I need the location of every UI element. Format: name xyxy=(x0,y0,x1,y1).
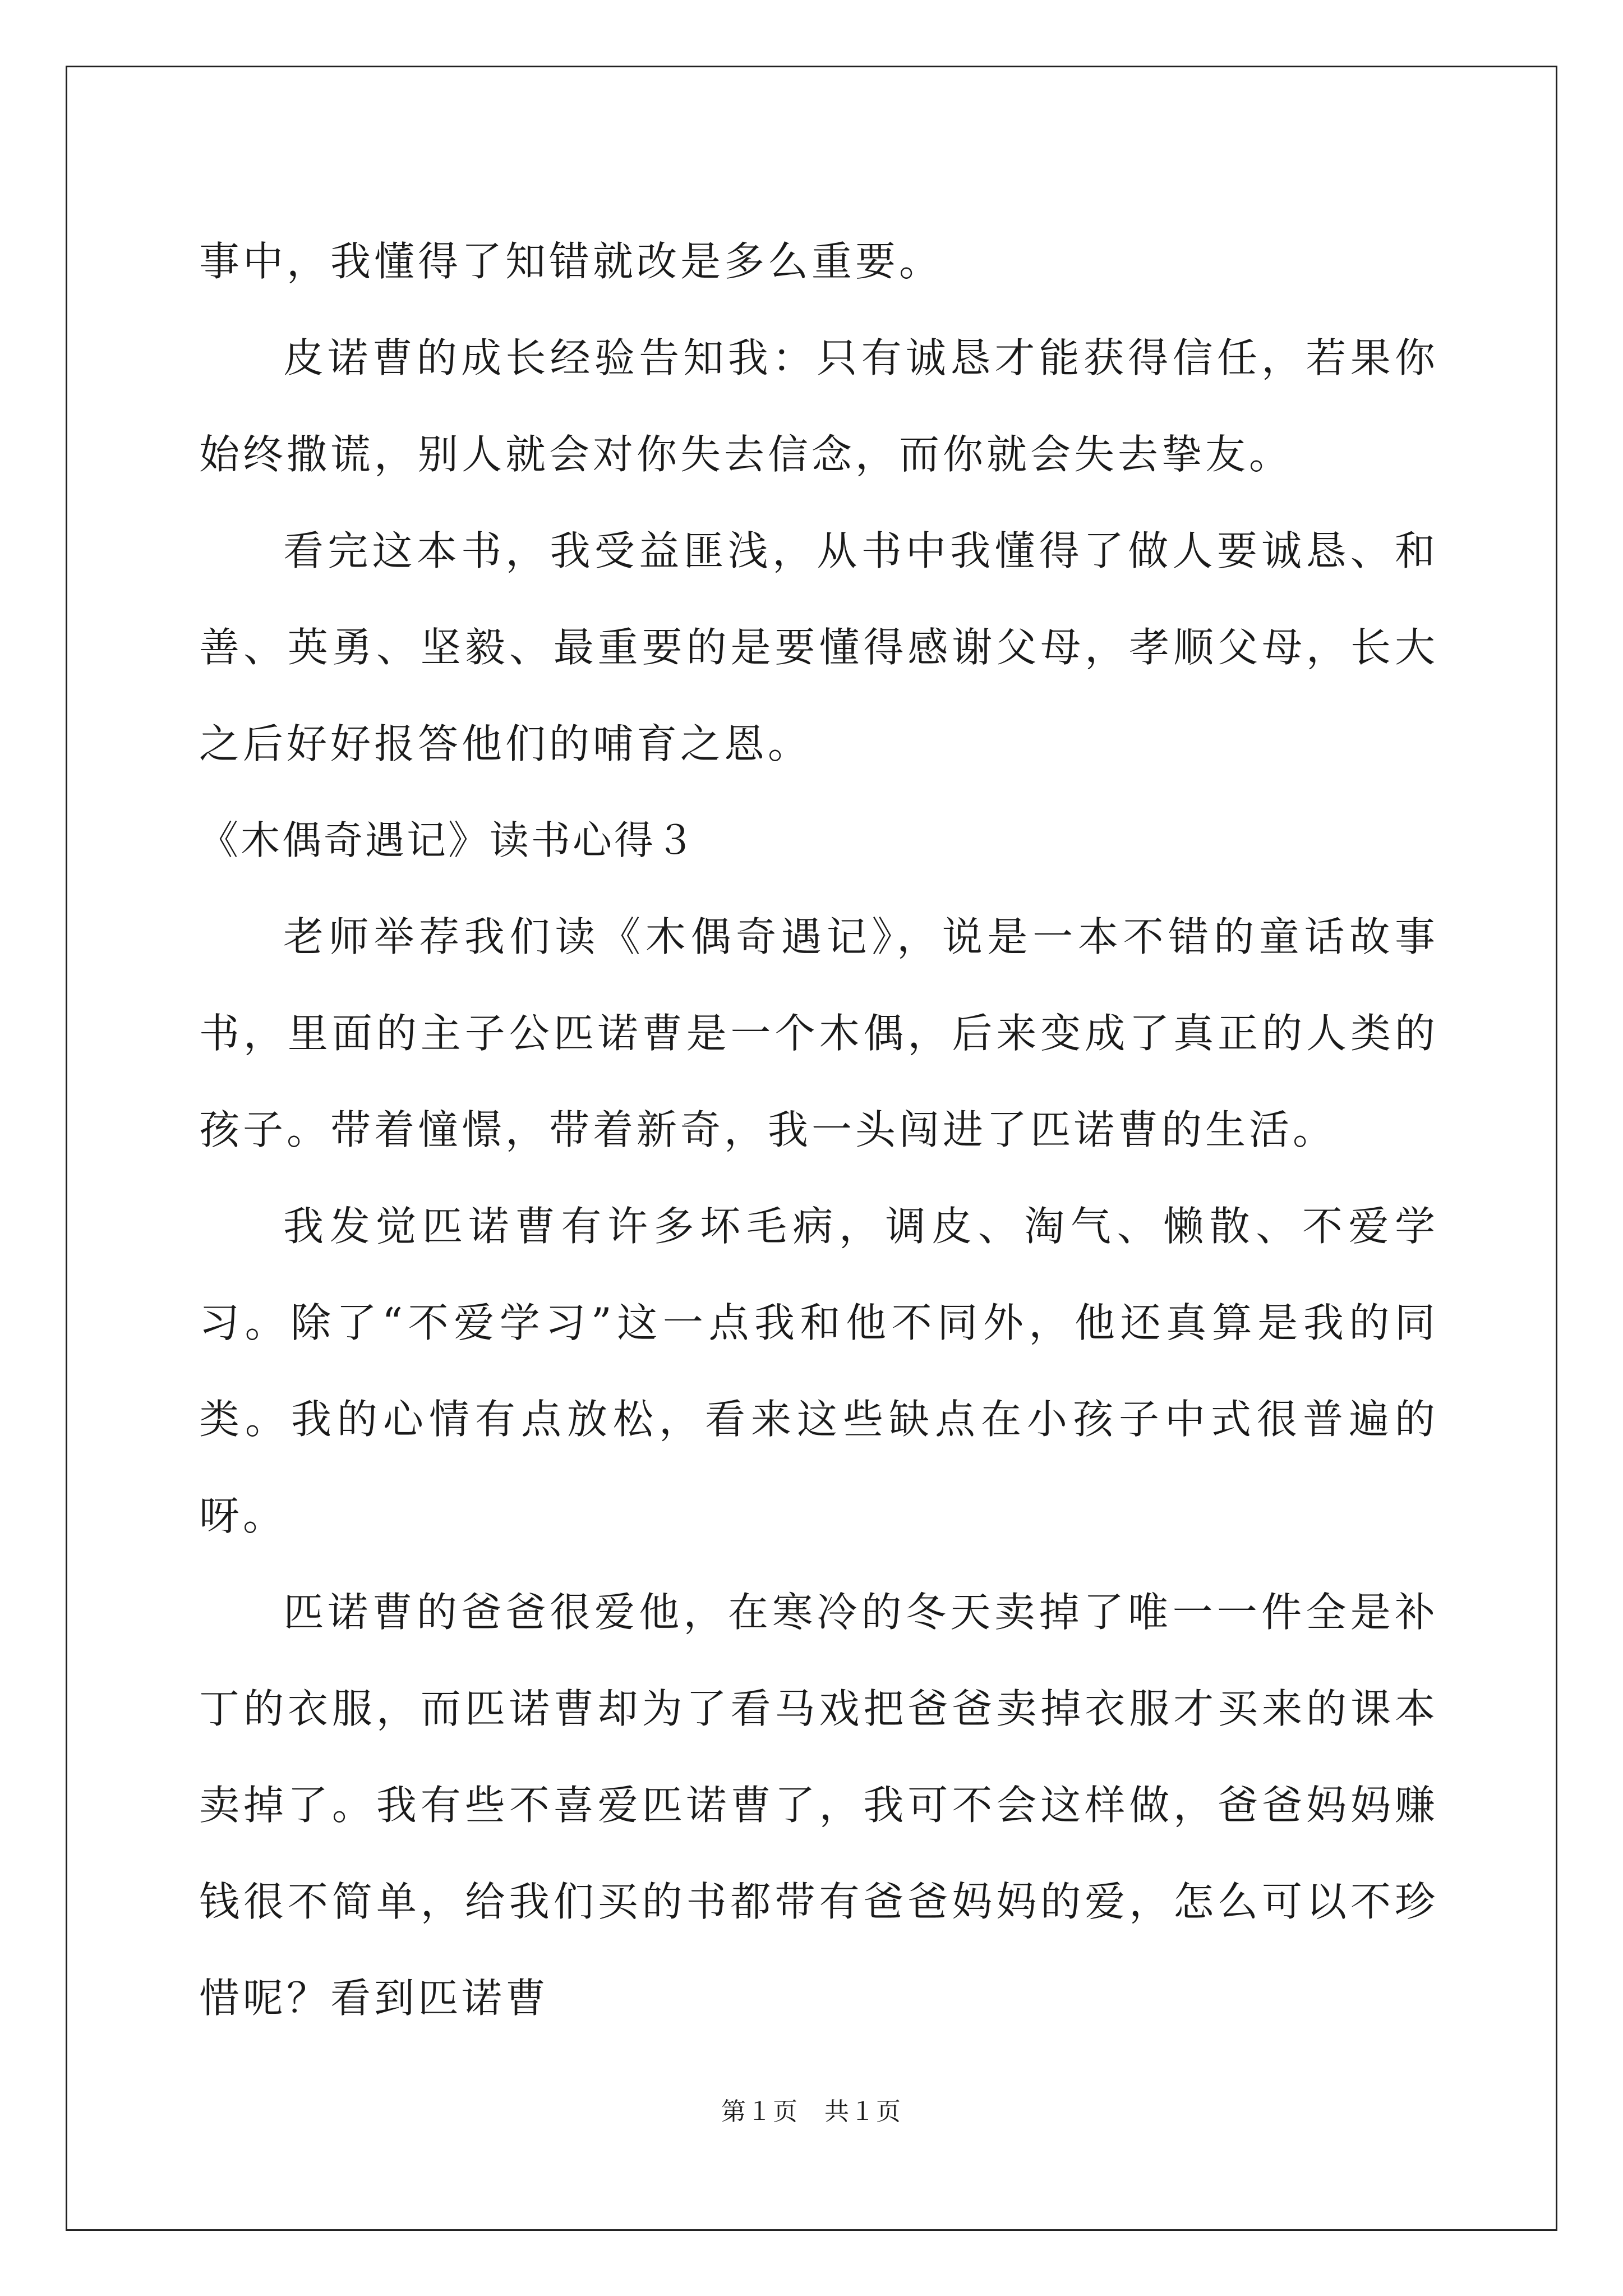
paragraph-4: 老师举荐我们读《木偶奇遇记》，说是一本不错的童话故事书，里面的主子公匹诺曹是一个木偶，后来变成了真正的人类的孩子。带着憧憬，带着新奇，我一头闯进了匹诺曹的生活。 xyxy=(199,913,1438,1153)
page-footer: 第１页 共１页 xyxy=(721,2097,902,2126)
section-heading: 《木偶奇遇记》读书心得３ xyxy=(199,817,697,863)
paragraph-2: 皮诺曹的成长经验告知我：只有诚恳才能获得信任，若果你始终撒谎，别人就会对你失去信念，而你就会失去挚友。 xyxy=(199,334,1438,478)
paragraph-6: 匹诺曹的爸爸很爱他，在寒冷的冬天卖掉了唯一一件全是补丁的衣服，而匹诺曹却为了看马戏把爸爸卖掉衣服才买来的课本卖掉了。我有些不喜爱匹诺曹了，我可不会这样做，爸爸妈妈赚钱很不简单，给我们买的书都带有爸爸妈妈的爱，怎么可以不珍惜呢？看到匹诺曹 xyxy=(199,1589,1438,2022)
paragraph-5: 我发觉匹诺曹有许多坏毛病，调皮、淘气、懒散、不爱学习。除了“不爱学习”这一点我和他不同外，他还真算是我的同类。我的心情有点放松，看来这些缺点在小孩子中式很普遍的呀。 xyxy=(199,1203,1438,1539)
paragraph-3: 看完这本书，我受益匪浅，从书中我懂得了做人要诚恳、和善、英勇、坚毅、最重要的是要懂得感谢父母，孝顺父母，长大之后好好报答他们的哺育之恩。 xyxy=(199,527,1438,767)
document-body xyxy=(199,213,1438,2046)
paragraph-1: 事中，我懂得了知错就改是多么重要。 xyxy=(199,238,943,285)
